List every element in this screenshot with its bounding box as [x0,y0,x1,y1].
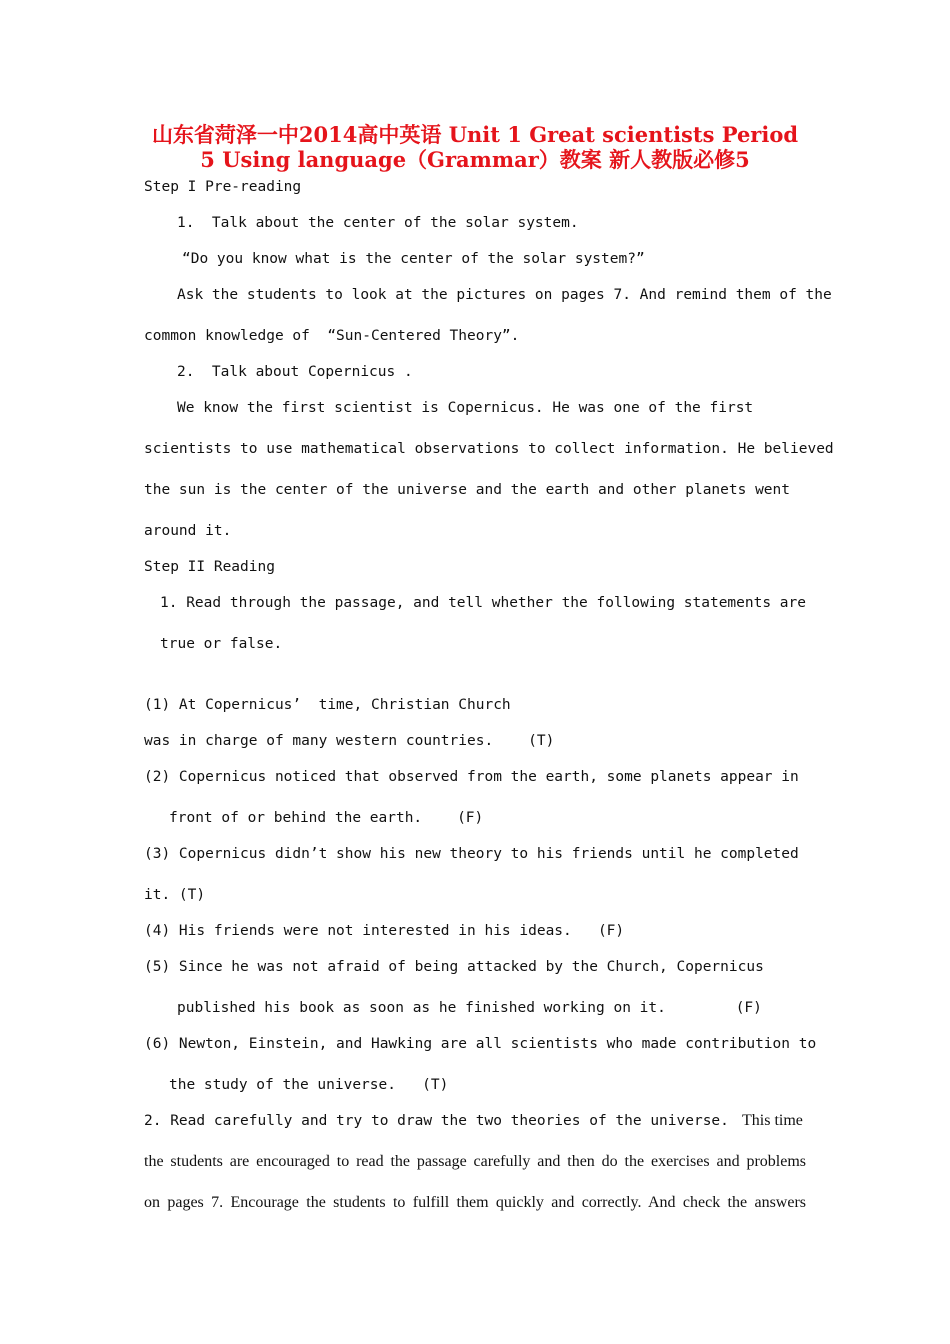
step-1-instruction-line-2: common knowledge of “Sun-Centered Theory”. [144,328,520,344]
copernicus-paragraph-line-3: the sun is the center of the universe and the earth and other planets went [144,482,791,498]
step-1-question: “Do you know what is the center of the solar system?” [182,251,645,267]
statement-4: (4) His friends were not interested in his ideas. (F) [144,923,625,939]
step-1-item-1: 1. Talk about the center of the solar system. [177,215,579,231]
statement-3-line-2: it. (T) [144,887,206,903]
statement-6-line-2: the study of the universe. (T) [169,1077,449,1093]
step-2-item-2-text: 2. Read carefully and try to draw the two theories of the universe. [144,1113,738,1129]
step-1-item-2: 2. Talk about Copernicus . [177,364,413,380]
step-1-instruction-line-1: Ask the students to look at the pictures on pages 7. And remind them of the [177,287,832,303]
step-2-item-1-line-2: true or false. [160,636,283,652]
final-paragraph-line-3: on pages 7. Encourage the students to fulfill them quickly and correctly. And check the answers [144,1194,806,1211]
title-line-2: 5 Using language（Grammar）教案 新人教版必修5 [200,147,750,172]
copernicus-paragraph-line-2: scientists to use mathematical observations to collect information. He believed [144,441,834,457]
statement-3-line-1: (3) Copernicus didn’t show his new theory to his friends until he completed [144,846,799,862]
copernicus-paragraph-line-4: around it. [144,523,232,539]
statement-5-line-1: (5) Since he was not afraid of being attacked by the Church, Copernicus [144,959,764,975]
statement-2-line-1: (2) Copernicus noticed that observed from the earth, some planets appear in [144,769,799,785]
copernicus-paragraph-line-1: We know the first scientist is Copernicus. He was one of the first [177,400,754,416]
statement-1-line-1: (1) At Copernicus’ time, Christian Church [144,697,511,713]
step-1-heading: Step I Pre-reading [144,179,302,195]
statement-1-line-2: was in charge of many western countries. (T) [144,733,555,749]
title-line-1: 山东省菏泽一中2014高中英语 Unit 1 Great scientists Period [151,122,799,147]
statement-5-line-2: published his book as soon as he finished working on it. (F) [177,1000,762,1016]
final-paragraph-line-2: the students are encouraged to read the passage carefully and then do the exercises and problems [144,1153,806,1170]
step-2-item-1-line-1: 1. Read through the passage, and tell whether the following statements are [160,595,807,611]
document-title [140,122,810,172]
statement-2-line-2: front of or behind the earth. (F) [169,810,484,826]
step-2-item-2-continuation: This time [742,1112,803,1129]
statement-6-line-1: (6) Newton, Einstein, and Hawking are all scientists who made contribution to [144,1036,817,1052]
step-2-heading: Step II Reading [144,559,275,575]
